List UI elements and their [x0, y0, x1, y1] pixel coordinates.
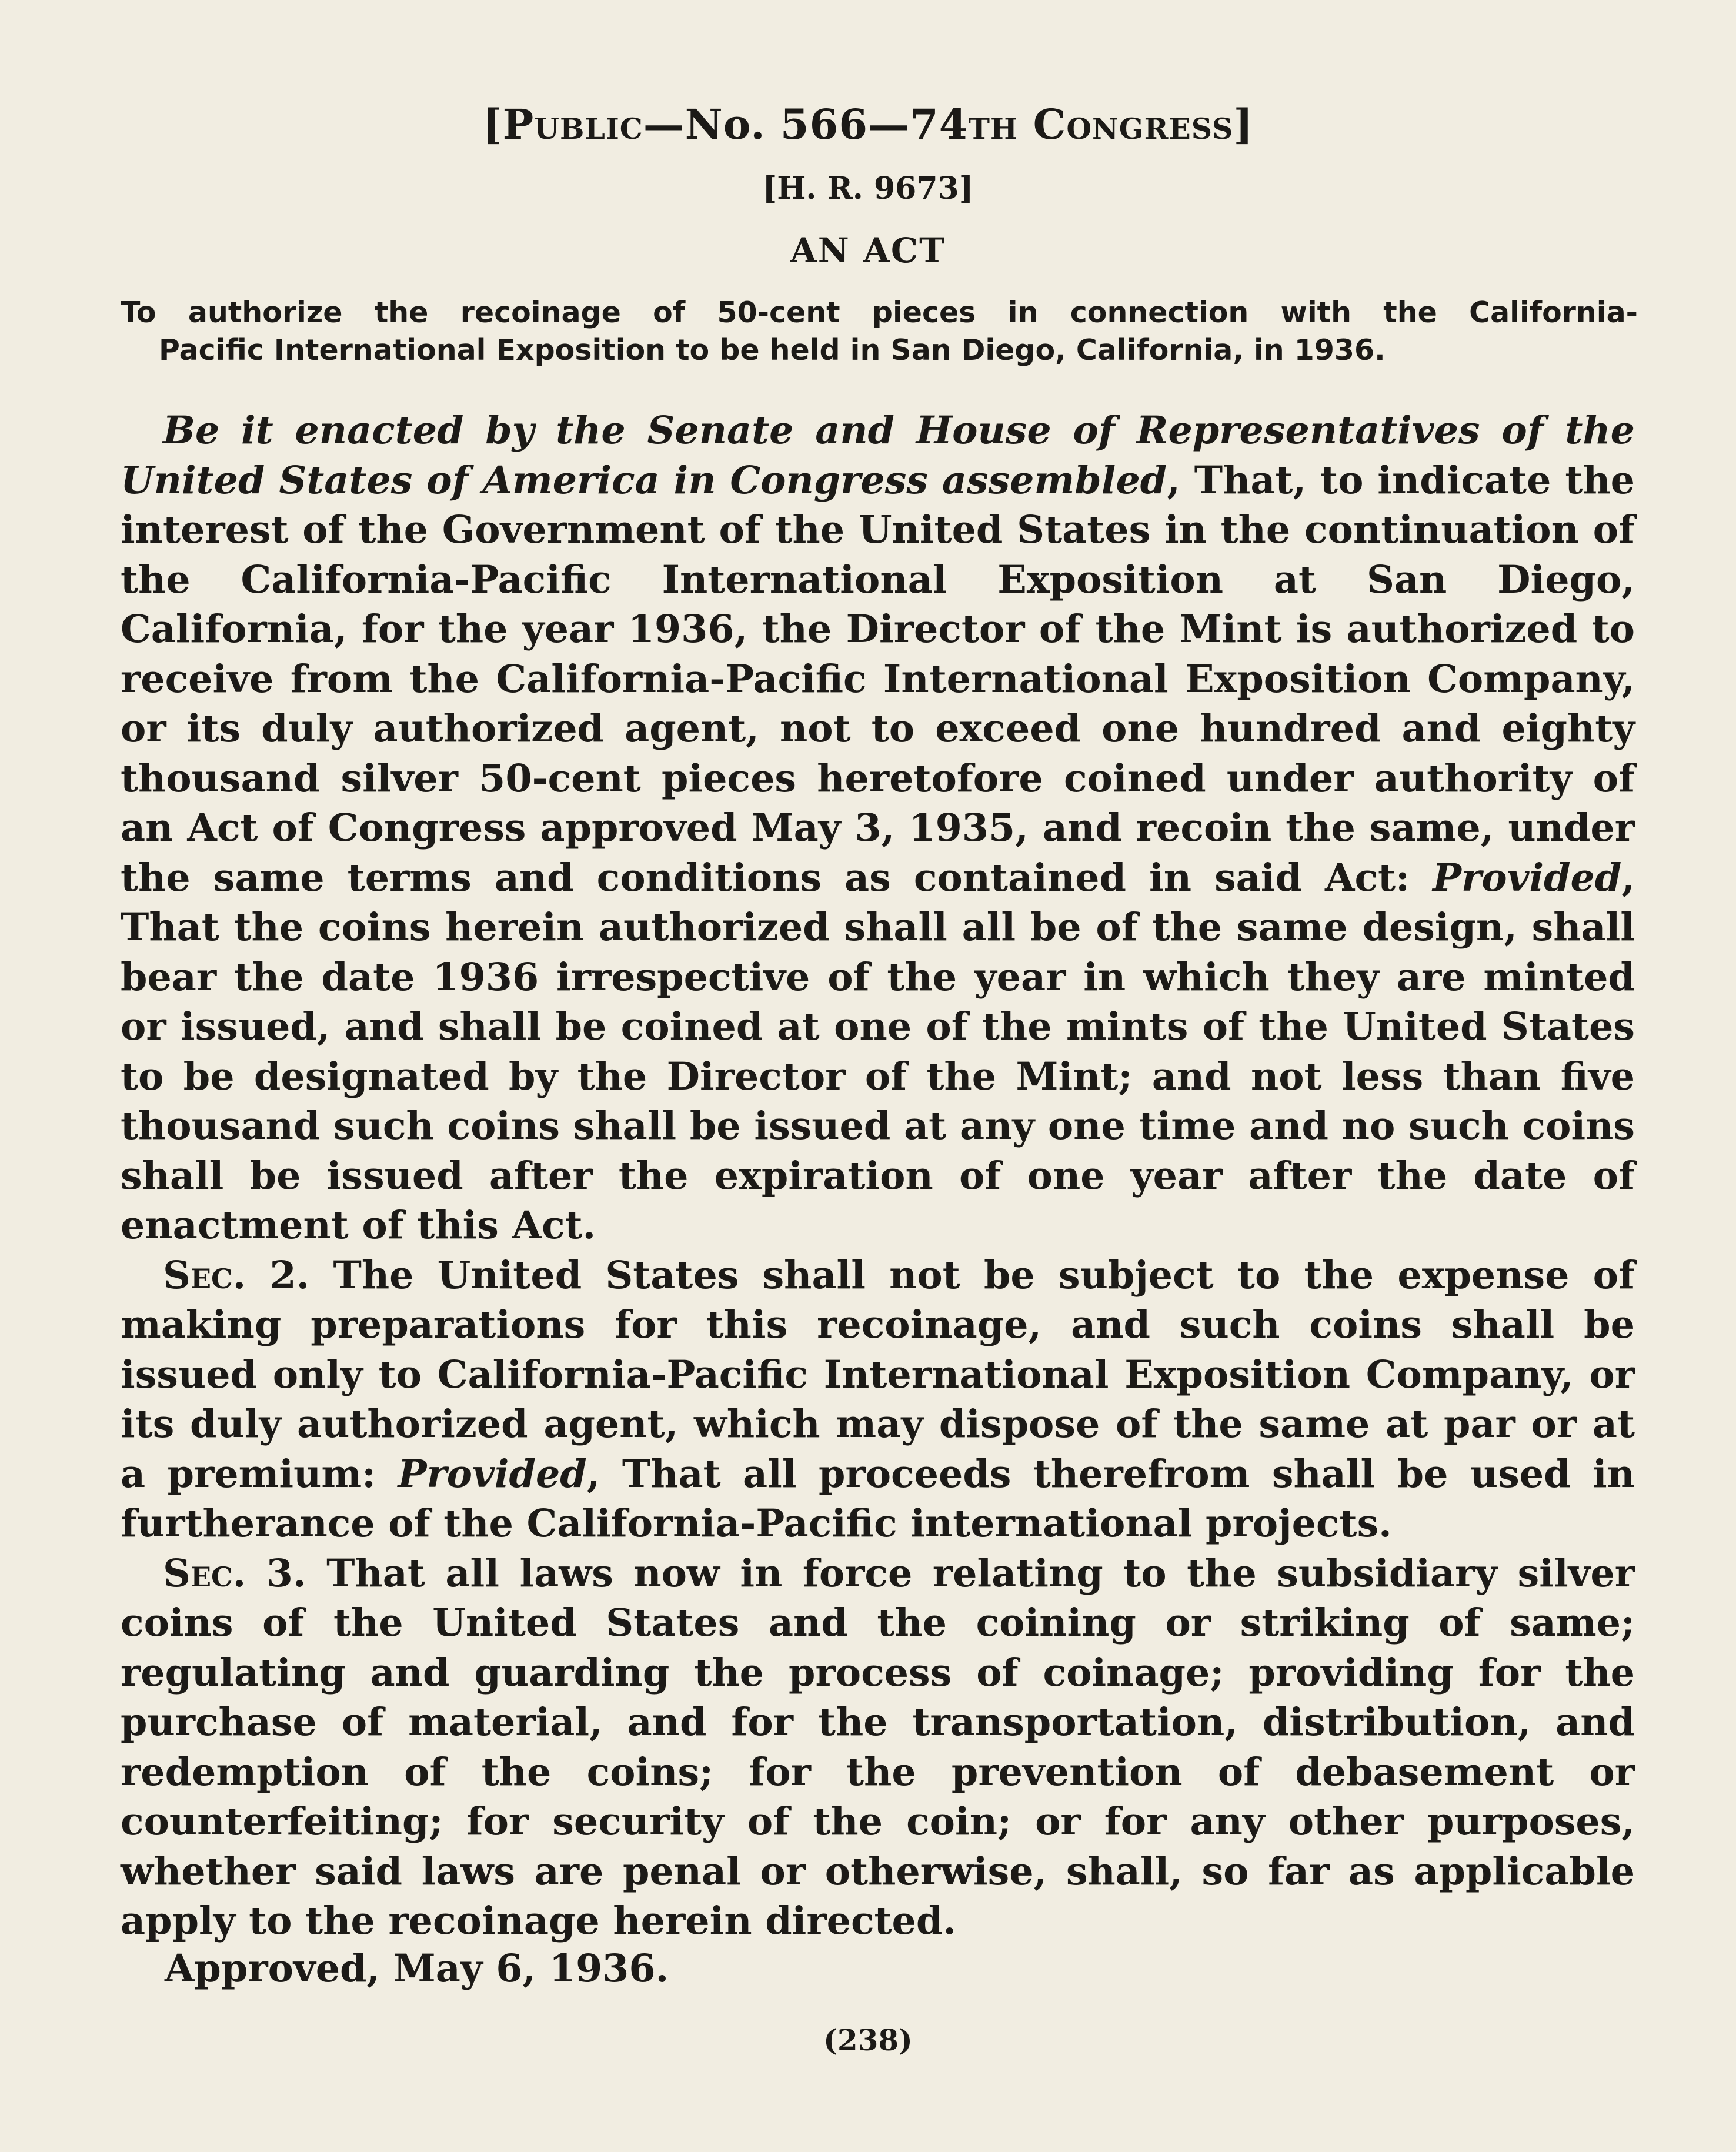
header-congress-word: Congress: [1018, 100, 1234, 149]
approval-date: Approved, May 6, 1936.: [165, 1946, 669, 1991]
purpose-line-1: To authorize the recoinage of 50-cent pieces in connection with the California-: [121, 296, 1638, 329]
section-2-text: The United States shall not be subject to the expense of making preparations for this recoinage, and such coins shall be issued only to California-Pacific International Exposition Company, or its duly authorized agent, which may dispose of the same at par or at a premium:: [121, 1252, 1635, 1496]
section-1-paragraph: [121, 406, 1635, 1251]
header-law-number: —No. 566—74: [643, 100, 969, 149]
public-law-header: [0, 100, 1736, 149]
enacting-clause: Be it enacted by the Senate and House of Representatives of the United States of America in Congress assembled: [121, 408, 1635, 503]
section-2-paragraph: [121, 1251, 1635, 1549]
section-3-paragraph: [121, 1549, 1635, 1946]
header-bracket-open: [: [482, 100, 503, 149]
purpose-line-2: Pacific International Exposition to be held in San Diego, California, in 1936.: [159, 333, 1386, 367]
header-public-word: Public: [502, 100, 643, 149]
section-2-label: Sec. 2.: [163, 1252, 310, 1298]
act-purpose: [121, 294, 1638, 369]
header-bracket-close: ]: [1233, 100, 1254, 149]
section-1-text: , That, to indicate the interest of the Government of the United States in the continuation of the California-Pacific International Exposition at San Diego, California, for the year 1936, the Director of the Mint is authorized to receive from the California-Pacific International Exposition Company, or its duly authorized agent, not to exceed one hundred and eighty thousand silver 50-cent pieces heretofore coined under authority of an Act of Congress approved May 3, 1935, and recoin the same, under the same terms and conditions as contained in said Act:: [121, 457, 1635, 900]
bill-number: [H. R. 9673]: [762, 171, 974, 206]
act-title: AN ACT: [790, 230, 946, 270]
section-3-text: That all laws now in force relating to the subsidiary silver coins of the United States and the coining or striking of same; regulating and guarding the process of coinage; providing for the purchase of material, and for the transportation, distribution, and redemption of the coins; for the prevention of debasement or counterfeiting; for security of the coin; or for any other purposes, whether said laws are penal or otherwise, shall, so far as applicable apply to the recoinage herein directed.: [121, 1550, 1635, 1943]
header-ordinal-suffix: th: [968, 100, 1019, 149]
section-2-proviso-text: , That all proceeds therefrom shall be used in furtherance of the California-Pacific international projects.: [121, 1451, 1635, 1546]
proviso-label: Provided: [398, 1451, 587, 1496]
section-3-label: Sec. 3.: [163, 1550, 306, 1596]
proviso-label: Provided: [1433, 855, 1622, 900]
act-body: [121, 406, 1635, 1946]
section-1-proviso-text: , That the coins herein authorized shall all be of the same design, shall bear the date 1936 irrespective of the year in which they are minted or issued, and shall be coined at one of the mints of the United States to be designated by the Director of the Mint; and not less than five thousand such coins shall be issued at any one time and no such coins shall be issued after the expiration of one year after the date of enactment of this Act.: [121, 855, 1635, 1248]
page-number: (238): [823, 2023, 913, 2057]
